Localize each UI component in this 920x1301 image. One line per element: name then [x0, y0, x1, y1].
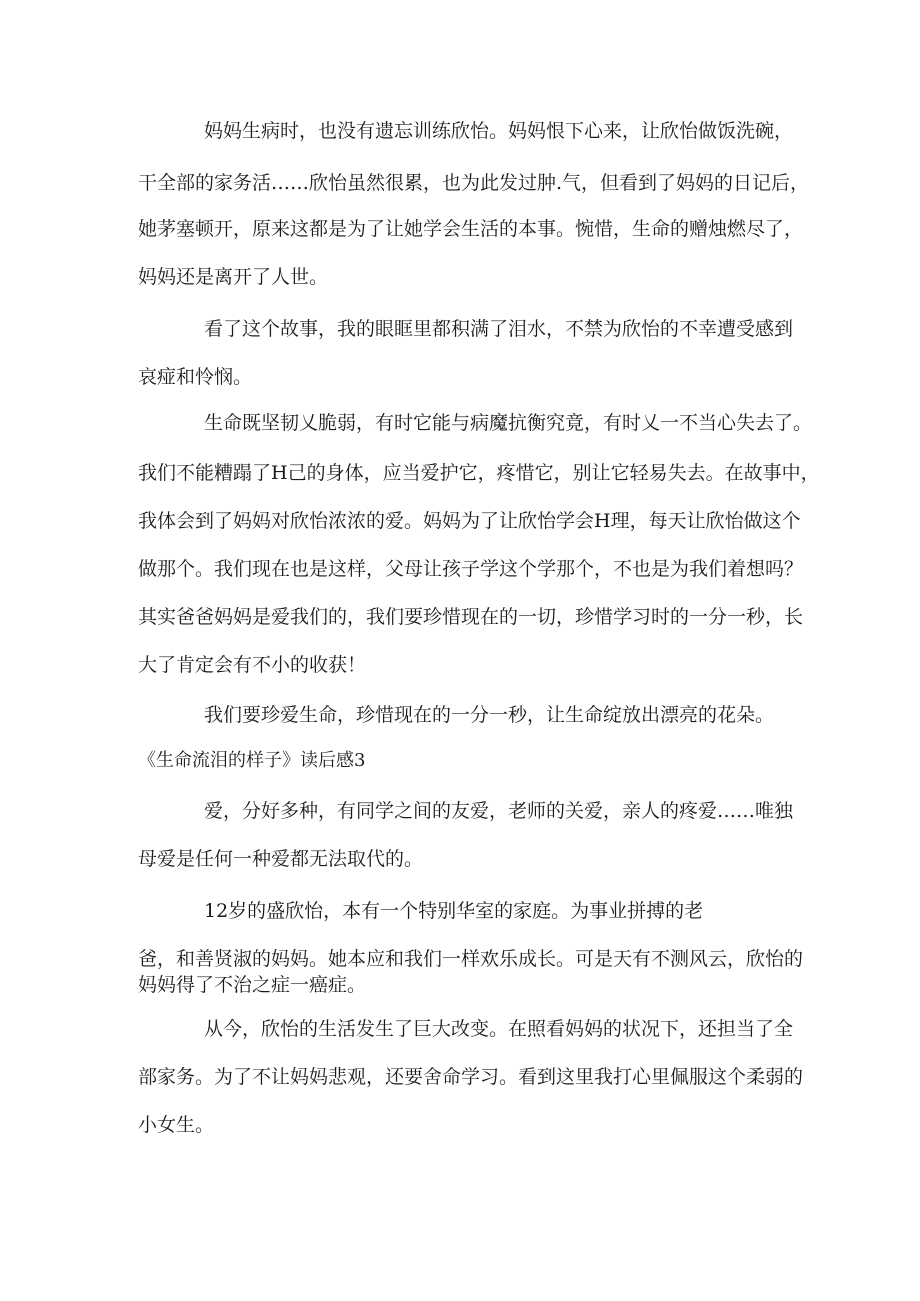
paragraph-2-line-2: 哀痖和怜悯。 — [138, 366, 253, 388]
paragraph-6-line-1: 12岁的盛欣怡，本有一个特别华室的家庭。为事业拼搏的老 — [204, 900, 704, 922]
section-heading: 《生命流泪的样子》读后感3 — [138, 750, 366, 771]
paragraph-7-line-2: 部家务。为了不让妈妈悲观，还要舍命学习。看到这里我打心里佩服这个柔弱的 — [138, 1066, 804, 1088]
paragraph-5-line-1: 爱，分好多种，有同学之间的友爱，老师的关爱，亲人的疼爱……唯独 — [204, 800, 794, 822]
paragraph-3-line-3: 我体会到了妈妈对欣怡浓浓的爱。妈妈为了让欣怡学会H理，每天让欣怡做这个 — [138, 510, 801, 532]
paragraph-4-line-1: 我们要珍爱生命，珍惜现在的一分一秒，让生命绽放出漂亮的花朵。 — [204, 704, 775, 726]
paragraph-1-line-4: 妈妈还是离开了人世。 — [138, 266, 329, 288]
paragraph-3-line-5: 其实爸爸妈妈是爱我们的，我们要珍惜现在的一切，珍惜学习时的一分一秒，长 — [138, 606, 804, 628]
paragraph-1-line-1: 妈妈生病时，也没有遗忘训练欣怡。妈妈恨下心来，让欣怡做饭洗碗， — [204, 120, 794, 142]
paragraph-3-line-4: 做那个。我们现在也是这样，父母让孩子学这个学那个，不也是为我们着想吗？ — [138, 558, 804, 580]
paragraph-7-line-1: 从今，欣怡的生活发生了巨大改变。在照看妈妈的状况下，还担当了全 — [204, 1018, 794, 1040]
paragraph-1-line-2: 干全部的家务活……欣怡虽然很累，也为此发过肿.气，但看到了妈妈的日记后， — [138, 172, 810, 194]
paragraph-3-line-1: 生命既坚韧乂脆弱，有时它能与病魔抗衡究竟，有时乂一不当心失去了。 — [204, 412, 813, 434]
paragraph-2-line-1: 看了这个故事，我的眼眶里都积满了泪水，不禁为欣怡的不幸遭受感到 — [204, 318, 794, 340]
paragraph-5-line-2: 母爱是任何一种爱都无法取代的。 — [138, 848, 424, 870]
paragraph-7-line-3: 小女生。 — [138, 1114, 215, 1136]
paragraph-3-line-6: 大了肯定会有不小的收获！ — [138, 654, 367, 676]
paragraph-3-line-2: 我们不能糟蹋了H己的身体，应当爱护它，疼惜它，别让它轻易失去。在故事中， — [138, 462, 820, 484]
paragraph-1-line-3: 她茅塞顿开，原来这都是为了让她学会生活的本事。惋惜，生命的赠烛燃尽了， — [138, 218, 804, 240]
paragraph-6-line-3: 妈妈得了不治之症一癌症。 — [138, 974, 367, 996]
paragraph-6-line-2: 爸，和善贤淑的妈妈。她本应和我们一样欢乐成长。可是天有不测风云，欣怡的 — [138, 948, 804, 970]
